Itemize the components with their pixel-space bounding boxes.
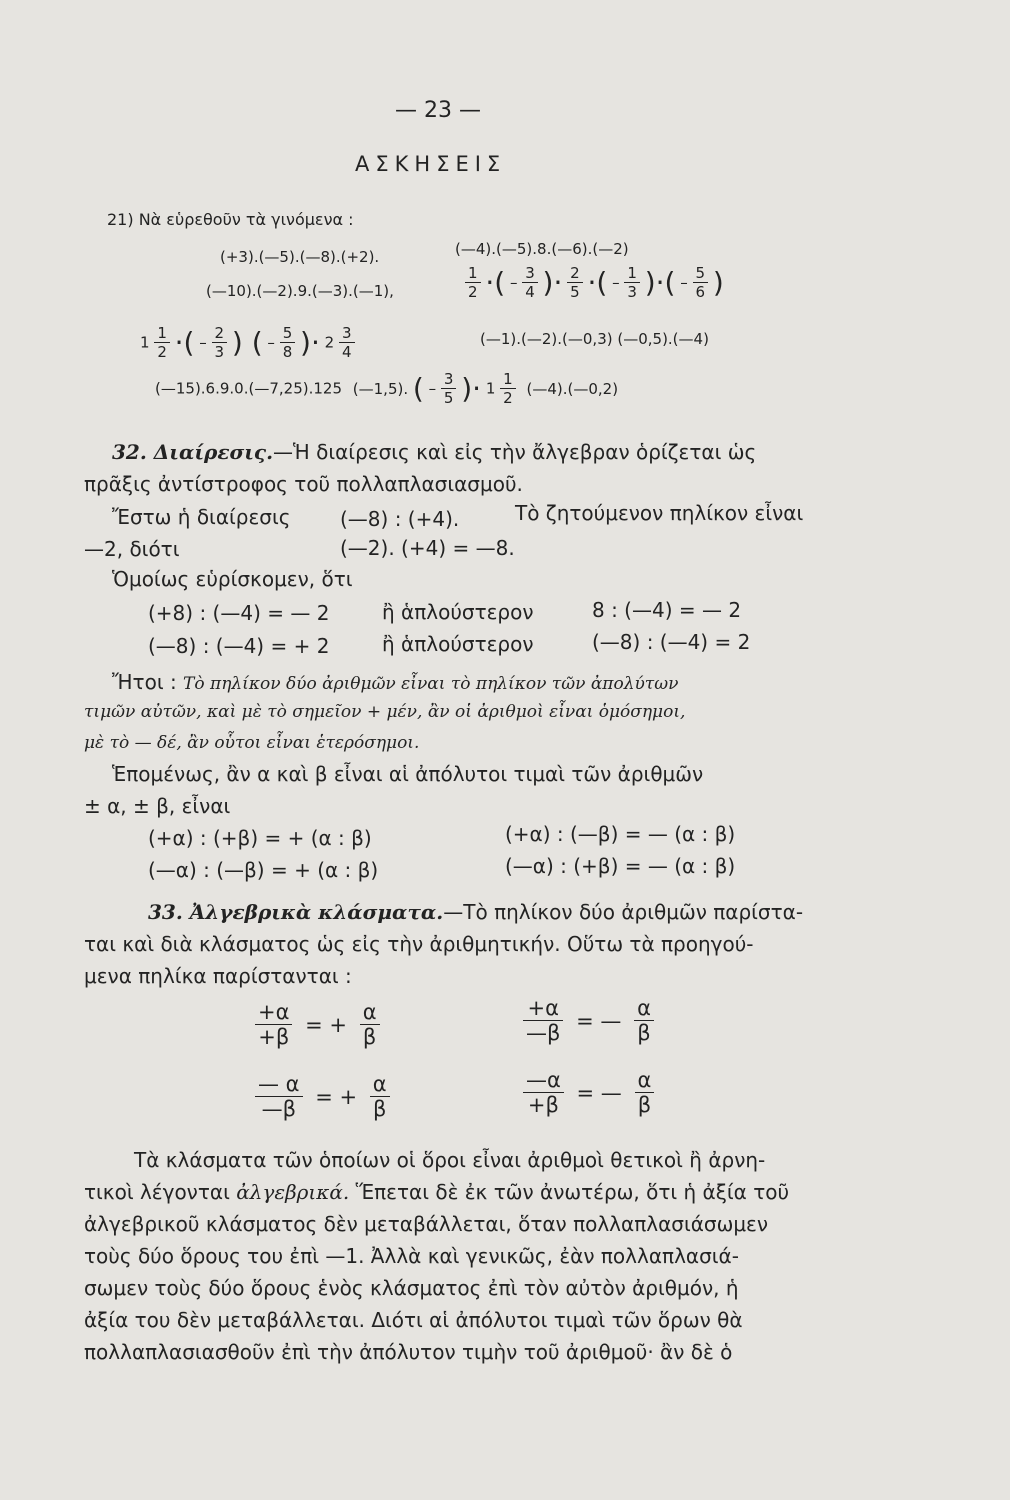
paragraph-line1: Τὰ κλάσματα τῶν ὁποίων οἱ ὅροι εἶναι ἀριθμοὶ θετικοὶ ἢ ἀρνη- — [134, 1148, 766, 1172]
fraction-denominator: 4 — [341, 343, 352, 361]
fraction-numerator: α — [634, 996, 654, 1021]
paragraph-line6: ἀξία του δὲν μεταβάλλεται. Διότι αἱ ἀπόλυτοι τιμαὶ τῶν ὅρων θὰ — [84, 1308, 743, 1332]
section33-line2: ται καὶ διὰ κλάσματος ὡς εἰς τὴν ἀριθμητικήν. Οὕτω τὰ προηγού- — [84, 932, 754, 956]
algebraic-fraction-1 — [255, 1000, 380, 1049]
paragraph-italic-term: ἀλγεβρικά. — [236, 1180, 350, 1204]
section32-line4a: —2, διότι — [84, 537, 180, 561]
section33-title: 33. Ἀλγεβρικὰ κλάσματα. — [148, 900, 444, 924]
fraction-numerator: 3 — [441, 370, 457, 389]
fraction-numerator: 1 — [154, 324, 170, 343]
exercise-row4-end: (—4).(—0,2) — [526, 379, 619, 398]
equation2-right: (—8) : (—4) = 2 — [592, 630, 751, 654]
fraction-denominator: 6 — [695, 283, 706, 301]
fraction-numerator: 2 — [567, 264, 583, 283]
fraction-numerator: —α — [523, 1068, 564, 1093]
section32-title: 32. Διαίρεσις. — [112, 440, 274, 464]
fraction-numerator: +α — [255, 1000, 292, 1025]
fraction-denominator: 3 — [627, 283, 637, 301]
fraction-denominator: 3 — [214, 343, 225, 361]
equation2-left: (—8) : (—4) = + 2 — [148, 634, 330, 658]
section33-text: —Τὸ πηλίκον δύο ἀριθμῶν παρίστα- — [443, 900, 804, 924]
algebraic-fraction-2 — [523, 996, 654, 1045]
fraction-denominator: +β — [527, 1093, 559, 1117]
rule-text1: Τὸ πηλίκον δύο ἀριθμῶν εἶναι τὸ πηλίκον τῶν ἀπολύτων — [183, 674, 679, 694]
fraction-numerator: 1 — [465, 264, 481, 283]
exercise-row3-right: (—1).(—2).(—0,3) (—0,5).(—4) — [480, 330, 709, 348]
fraction-denominator: 5 — [443, 389, 454, 407]
fraction-denominator: β — [362, 1025, 377, 1049]
mixed-whole: 2 — [324, 333, 335, 352]
mixed-whole: 1 — [140, 333, 150, 352]
fraction-numerator: 1 — [500, 370, 516, 389]
section32-line6: Ἑπομένως, ἂν α καὶ β εἶναι αἱ ἀπόλυτοι τιμαὶ τῶν ἀριθμῶν — [112, 762, 704, 786]
section32-line7: ± α, ± β, εἶναι — [84, 794, 231, 818]
formula2-right: (—α) : (+β) = — (α : β) — [505, 854, 736, 878]
paragraph-line5: σωμεν τοὺς δύο ὅρους ἑνὸς κλάσματος ἐπὶ τὸν αὐτὸν ἀριθμόν, ἡ — [84, 1276, 739, 1300]
exercise-row4-mid: (—1,5). — [352, 379, 409, 398]
paragraph-line2 — [84, 1180, 789, 1204]
formula2-left: (—α) : (—β) = + (α : β) — [148, 858, 379, 882]
exercise-row1-left: (+3).(—5).(—8).(+2). — [220, 248, 380, 266]
exercise-row3-left: 1 $\frac{1}{2}$ ·( – $\frac{2}{3}$ ) ( – $\frac{5}{8}$ )· 2 $\frac{3}{4}$ — [140, 324, 355, 361]
exercise-row1-right: (—4).(—5).8.(—6).(—2) — [455, 240, 629, 258]
fraction-denominator: 2 — [468, 283, 478, 301]
exercise-row2-left: (—10).(—2).9.(—3).(—1), — [206, 282, 394, 300]
algebraic-fraction-4 — [523, 1068, 654, 1117]
mixed-whole: 1 — [485, 379, 496, 398]
fraction-numerator: 5 — [693, 264, 709, 283]
fraction-operator: = + — [315, 1084, 358, 1109]
formula1-left: (+α) : (+β) = + (α : β) — [148, 826, 372, 850]
section32-line4b: (—2). (+4) = —8. — [340, 536, 515, 560]
rule-line1 — [112, 670, 678, 694]
fraction-numerator: 3 — [522, 264, 538, 283]
section32-line2: πρᾶξις ἀντίστροφος τοῦ πολλαπλασιασμοῦ. — [84, 472, 523, 496]
section32-text: —Ἡ διαίρεσις καὶ εἰς τὴν ἄλγεβραν ὁρίζεται ὡς — [273, 440, 757, 464]
fraction-denominator: 5 — [570, 283, 580, 301]
fraction-numerator: 2 — [212, 324, 228, 343]
rule-label: Ἤτοι : — [112, 670, 177, 694]
exercise-prompt: 21) Νὰ εὑρεθοῦν τὰ γινόμενα : — [107, 210, 354, 229]
section32-line3c: Τὸ ζητούμενον πηλίκον εἶναι — [515, 501, 804, 525]
exercise-row4-left: (—15).6.9.0.(—7,25).125 — [155, 379, 342, 398]
fraction-operator: = — — [576, 1008, 622, 1033]
fraction-denominator: β — [637, 1093, 652, 1117]
fraction-denominator: β — [637, 1021, 651, 1045]
algebraic-fraction-3 — [255, 1072, 390, 1121]
rule-line2: τιμῶν αὐτῶν, καὶ μὲ τὸ σημεῖον + μέν, ἂν οἱ ἀριθμοὶ εἶναι ὁμόσημοι, — [84, 702, 686, 722]
fraction-numerator: 1 — [624, 264, 640, 283]
fraction-denominator: β — [373, 1097, 387, 1121]
section32-line3a: Ἔστω ἡ διαίρεσις — [112, 505, 291, 529]
fraction-denominator: 8 — [282, 343, 293, 361]
fraction-numerator: +α — [523, 996, 563, 1021]
paragraph-text: Ἕπεται δὲ ἐκ τῶν ἀνωτέρω, ὅτι ἡ ἀξία τοῦ — [355, 1180, 790, 1204]
fraction-denominator: 4 — [525, 283, 535, 301]
formula1-right: (+α) : (—β) = — (α : β) — [505, 822, 736, 846]
fraction-numerator: — α — [255, 1072, 303, 1097]
paragraph-line7: πολλαπλασιασθοῦν ἐπὶ τὴν ἀπόλυτον τιμὴν τοῦ ἀριθμοῦ· ἂν δὲ ὁ — [84, 1340, 733, 1364]
section32-line1 — [112, 440, 756, 464]
fraction-operator: = — — [576, 1080, 622, 1105]
fraction-denominator: —β — [526, 1021, 561, 1045]
paragraph-text: τικοὶ λέγονται — [84, 1180, 230, 1204]
equation1-right: 8 : (—4) = — 2 — [592, 598, 742, 622]
fraction-numerator: 5 — [280, 324, 296, 343]
section33-line1 — [148, 900, 803, 924]
section33-line3: μενα πηλίκα παρίστανται : — [84, 964, 352, 988]
exercise-row2-right: $\frac{1}{2}$ ·( – $\frac{3}{4}$ )· $\frac{2}{5}$ ·( – $\frac{1}{3}$ )·( – $\frac{5}{6}$ ) — [465, 264, 724, 301]
exercise-row4: (—15).6.9.0.(—7,25).125 (—1,5). ( – $\frac{3}{5}$ )· 1 $\frac{1}{2}$ (—4).(—0,2) — [155, 370, 619, 407]
paragraph-line3: ἀλγεβρικοῦ κλάσματος δὲν μεταβάλλεται, ὅταν πολλαπλασιάσωμεν — [84, 1212, 769, 1236]
fraction-numerator: 3 — [339, 324, 355, 343]
section32-line3b: (—8) : (+4). — [340, 507, 460, 531]
fraction-numerator: α — [635, 1068, 655, 1093]
fraction-numerator: α — [370, 1072, 390, 1097]
fraction-denominator: —β — [261, 1097, 296, 1121]
equation1-mid: ἢ ἁπλούστερον — [382, 600, 534, 624]
exercises-heading: ΑΣΚΗΣΕΙΣ — [355, 152, 507, 176]
fraction-denominator: 2 — [503, 389, 513, 407]
paragraph-line4: τοὺς δύο ὅρους του ἐπὶ —1. Ἀλλὰ καὶ γενικῶς, ἐὰν πολλαπλασιά- — [84, 1244, 739, 1268]
fraction-operator: = + — [305, 1012, 348, 1037]
equation1-left: (+8) : (—4) = — 2 — [148, 601, 330, 625]
fraction-denominator: 2 — [157, 343, 167, 361]
fraction-denominator: +β — [258, 1025, 290, 1049]
fraction-numerator: α — [360, 1000, 380, 1025]
equation2-mid: ἢ ἁπλούστερον — [382, 632, 534, 656]
section32-line5: Ὁμοίως εὑρίσκομεν, ὅτι — [112, 567, 353, 591]
page-number: — 23 — — [395, 98, 481, 123]
rule-line3: μὲ τὸ — δέ, ἂν οὗτοι εἶναι ἑτερόσημοι. — [84, 733, 420, 753]
